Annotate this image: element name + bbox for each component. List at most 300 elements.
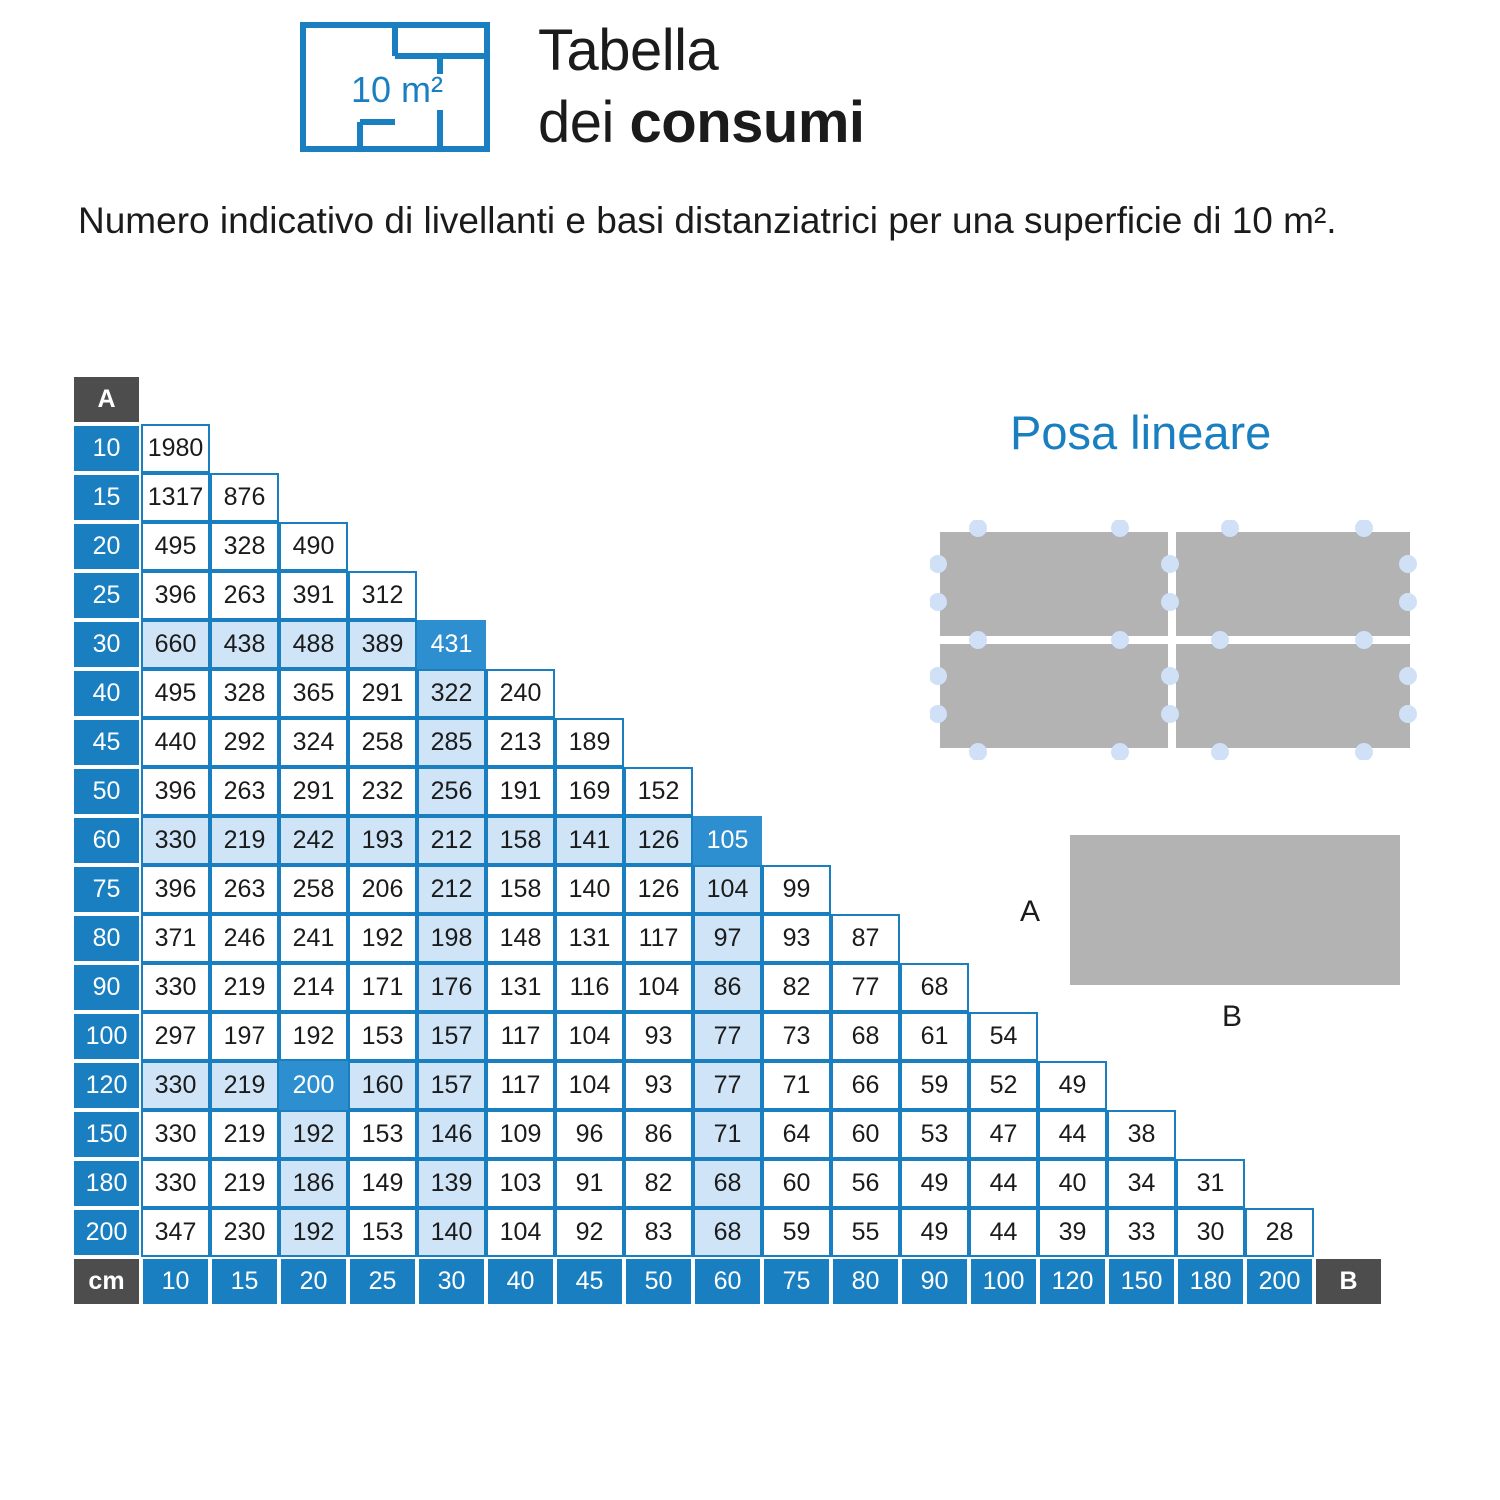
data-cell: 1317 [141,473,210,522]
data-cell: 28 [1245,1208,1314,1257]
data-cell: 192 [279,1012,348,1061]
empty-cell [900,424,969,473]
empty-cell [693,375,762,424]
empty-cell [1038,963,1107,1012]
row-header-15: 15 [72,473,141,522]
data-cell: 68 [693,1208,762,1257]
empty-cell [969,963,1038,1012]
data-cell: 297 [141,1012,210,1061]
empty-cell [1038,473,1107,522]
data-cell: 219 [210,963,279,1012]
empty-cell [693,718,762,767]
empty-cell [279,375,348,424]
empty-cell [969,718,1038,767]
row-header-100: 100 [72,1012,141,1061]
data-cell: 876 [210,473,279,522]
empty-cell [1314,1208,1383,1257]
data-cell: 117 [486,1061,555,1110]
data-cell: 330 [141,1110,210,1159]
empty-cell [1245,718,1314,767]
data-cell: 219 [210,1159,279,1208]
data-cell: 213 [486,718,555,767]
empty-cell [762,669,831,718]
data-cell: 186 [279,1159,348,1208]
empty-cell [900,718,969,767]
data-cell: 109 [486,1110,555,1159]
empty-cell [1038,669,1107,718]
data-cell: 60 [762,1159,831,1208]
data-cell: 219 [210,816,279,865]
empty-cell [693,767,762,816]
empty-cell [1107,571,1176,620]
data-cell: 93 [624,1061,693,1110]
empty-cell [1038,718,1107,767]
data-cell: 396 [141,571,210,620]
data-cell: 431 [417,620,486,669]
empty-cell [555,571,624,620]
unit-label: cm [72,1257,141,1306]
row-header-60: 60 [72,816,141,865]
empty-cell [417,571,486,620]
data-cell: 192 [279,1110,348,1159]
empty-cell [417,522,486,571]
empty-cell [486,522,555,571]
data-cell: 169 [555,767,624,816]
consumption-table-wrap [72,375,1383,1306]
data-cell: 49 [900,1159,969,1208]
data-cell: 49 [1038,1061,1107,1110]
empty-cell [417,375,486,424]
data-cell: 192 [279,1208,348,1257]
empty-cell [762,375,831,424]
empty-cell [693,522,762,571]
table-row [72,963,1383,1012]
empty-cell [693,571,762,620]
data-cell: 153 [348,1208,417,1257]
data-cell: 191 [486,767,555,816]
data-cell: 131 [486,963,555,1012]
page-title: Tabella [538,18,719,83]
row-header-200: 200 [72,1208,141,1257]
empty-cell [831,522,900,571]
data-cell: 83 [624,1208,693,1257]
empty-cell [1107,816,1176,865]
empty-cell [486,375,555,424]
empty-cell [1107,963,1176,1012]
data-cell: 219 [210,1061,279,1110]
data-cell: 66 [831,1061,900,1110]
empty-cell [624,718,693,767]
data-cell: 347 [141,1208,210,1257]
empty-cell [1314,963,1383,1012]
empty-cell [969,375,1038,424]
empty-cell [417,473,486,522]
empty-cell [1038,767,1107,816]
data-cell: 396 [141,865,210,914]
data-cell: 139 [417,1159,486,1208]
data-cell: 97 [693,914,762,963]
empty-cell [1176,424,1245,473]
data-cell: 371 [141,914,210,963]
empty-cell [1107,1012,1176,1061]
column-header-90: 90 [900,1257,969,1306]
data-cell: 93 [762,914,831,963]
row-header-10: 10 [72,424,141,473]
empty-cell [1107,424,1176,473]
empty-cell [1245,1012,1314,1061]
empty-cell [1038,1012,1107,1061]
empty-cell [1314,424,1383,473]
empty-cell [624,424,693,473]
row-header-150: 150 [72,1110,141,1159]
empty-cell [348,473,417,522]
data-cell: 176 [417,963,486,1012]
empty-cell [1245,1061,1314,1110]
data-cell: 158 [486,865,555,914]
data-cell: 68 [900,963,969,1012]
empty-cell [1245,767,1314,816]
data-cell: 82 [762,963,831,1012]
empty-cell [1245,571,1314,620]
page-header [0,0,1500,241]
empty-cell [1245,963,1314,1012]
empty-cell [762,473,831,522]
empty-cell [1245,1110,1314,1159]
data-cell: 490 [279,522,348,571]
data-cell: 54 [969,1012,1038,1061]
data-cell: 68 [693,1159,762,1208]
column-header-15: 15 [210,1257,279,1306]
data-cell: 39 [1038,1208,1107,1257]
data-cell: 146 [417,1110,486,1159]
empty-cell [624,375,693,424]
data-cell: 438 [210,620,279,669]
data-cell: 59 [900,1061,969,1110]
empty-cell [1107,914,1176,963]
data-cell: 55 [831,1208,900,1257]
empty-cell [1176,522,1245,571]
data-cell: 258 [279,865,348,914]
data-cell: 197 [210,1012,279,1061]
data-cell: 33 [1107,1208,1176,1257]
empty-cell [831,620,900,669]
consumption-table [72,375,1383,1306]
data-cell: 242 [279,816,348,865]
consumption-table-body [72,375,1383,1306]
data-cell: 157 [417,1012,486,1061]
data-cell: 104 [693,865,762,914]
data-cell: 77 [693,1061,762,1110]
data-cell: 34 [1107,1159,1176,1208]
data-cell: 240 [486,669,555,718]
empty-cell [831,816,900,865]
posa-lineare-title: Posa lineare [1010,406,1272,459]
empty-cell [555,620,624,669]
empty-cell [969,522,1038,571]
empty-cell [1176,375,1245,424]
empty-cell [1314,473,1383,522]
data-cell: 230 [210,1208,279,1257]
empty-cell [762,718,831,767]
data-cell: 495 [141,669,210,718]
data-cell: 73 [762,1012,831,1061]
data-cell: 292 [210,718,279,767]
data-cell: 93 [624,1012,693,1061]
data-cell: 117 [486,1012,555,1061]
empty-cell [969,816,1038,865]
empty-cell [1176,571,1245,620]
data-cell: 140 [555,865,624,914]
table-row [72,816,1383,865]
empty-cell [279,473,348,522]
empty-cell [1107,718,1176,767]
empty-cell [1176,1012,1245,1061]
table-row [72,669,1383,718]
column-header-120: 120 [1038,1257,1107,1306]
data-cell: 71 [762,1061,831,1110]
table-row [72,718,1383,767]
empty-cell [831,718,900,767]
data-cell: 53 [900,1110,969,1159]
data-cell: 38 [1107,1110,1176,1159]
data-cell: 103 [486,1159,555,1208]
empty-cell [900,522,969,571]
data-cell: 328 [210,669,279,718]
empty-cell [1176,767,1245,816]
empty-cell [762,767,831,816]
data-cell: 148 [486,914,555,963]
column-header-50: 50 [624,1257,693,1306]
empty-cell [762,620,831,669]
empty-cell [1245,620,1314,669]
data-cell: 153 [348,1110,417,1159]
empty-cell [900,865,969,914]
row-header-80: 80 [72,914,141,963]
data-cell: 200 [279,1061,348,1110]
empty-cell [1314,718,1383,767]
row-header-40: 40 [72,669,141,718]
data-cell: 141 [555,816,624,865]
data-cell: 324 [279,718,348,767]
data-cell: 198 [417,914,486,963]
empty-cell [1176,718,1245,767]
room-plan-icon [300,22,490,152]
table-row [72,522,1383,571]
data-cell: 52 [969,1061,1038,1110]
column-axis-label: B [1314,1257,1383,1306]
column-header-150: 150 [1107,1257,1176,1306]
empty-cell [555,669,624,718]
dimension-label-b: B [1222,1000,1243,1033]
empty-cell [693,669,762,718]
empty-cell [1314,620,1383,669]
column-header-20: 20 [279,1257,348,1306]
empty-cell [210,424,279,473]
empty-cell [900,571,969,620]
empty-cell [1107,473,1176,522]
data-cell: 104 [624,963,693,1012]
empty-cell [1314,816,1383,865]
data-cell: 365 [279,669,348,718]
column-header-75: 75 [762,1257,831,1306]
column-header-30: 30 [417,1257,486,1306]
empty-cell [1245,914,1314,963]
empty-cell [969,473,1038,522]
empty-cell [900,816,969,865]
row-header-180: 180 [72,1159,141,1208]
empty-cell [624,522,693,571]
data-cell: 153 [348,1012,417,1061]
empty-cell [1314,669,1383,718]
data-cell: 495 [141,522,210,571]
column-header-80: 80 [831,1257,900,1306]
table-row [72,1061,1383,1110]
empty-cell [1107,620,1176,669]
data-cell: 241 [279,914,348,963]
data-cell: 47 [969,1110,1038,1159]
data-cell: 82 [624,1159,693,1208]
empty-cell [1314,865,1383,914]
data-cell: 30 [1176,1208,1245,1257]
column-header-100: 100 [969,1257,1038,1306]
data-cell: 189 [555,718,624,767]
table-row [72,1208,1383,1257]
empty-cell [1245,473,1314,522]
empty-cell [555,473,624,522]
empty-cell [969,767,1038,816]
empty-cell [1176,620,1245,669]
empty-cell [1314,1110,1383,1159]
empty-cell [900,767,969,816]
empty-cell [1245,1159,1314,1208]
empty-cell [1176,914,1245,963]
icon-area-label: 10 m² [350,69,444,110]
column-header-45: 45 [555,1257,624,1306]
row-header-25: 25 [72,571,141,620]
empty-cell [624,571,693,620]
empty-cell [969,669,1038,718]
empty-cell [693,620,762,669]
empty-cell [900,375,969,424]
empty-cell [555,424,624,473]
empty-cell [1245,816,1314,865]
data-cell: 77 [693,1012,762,1061]
data-cell: 60 [831,1110,900,1159]
empty-cell [831,473,900,522]
empty-cell [1038,424,1107,473]
empty-cell [486,424,555,473]
title-prefix: dei [538,90,630,155]
empty-cell [624,620,693,669]
row-header-75: 75 [72,865,141,914]
empty-cell [831,865,900,914]
empty-cell [831,669,900,718]
data-cell: 99 [762,865,831,914]
table-row [72,571,1383,620]
empty-cell [900,620,969,669]
data-cell: 104 [486,1208,555,1257]
empty-cell [900,473,969,522]
table-row [72,1159,1383,1208]
data-cell: 31 [1176,1159,1245,1208]
empty-cell [1245,424,1314,473]
empty-cell [486,620,555,669]
data-cell: 59 [762,1208,831,1257]
table-row [72,473,1383,522]
empty-cell [1176,669,1245,718]
data-cell: 330 [141,1159,210,1208]
empty-cell [486,571,555,620]
empty-cell [762,571,831,620]
data-cell: 44 [969,1208,1038,1257]
empty-cell [1107,669,1176,718]
empty-cell [969,424,1038,473]
data-cell: 192 [348,914,417,963]
empty-cell [1176,963,1245,1012]
empty-cell [831,767,900,816]
data-cell: 49 [900,1208,969,1257]
column-header-10: 10 [141,1257,210,1306]
data-cell: 104 [555,1061,624,1110]
empty-cell [1176,816,1245,865]
data-cell: 212 [417,816,486,865]
empty-cell [762,424,831,473]
row-header-30: 30 [72,620,141,669]
empty-cell [555,522,624,571]
column-header-60: 60 [693,1257,762,1306]
data-cell: 160 [348,1061,417,1110]
empty-cell [1107,865,1176,914]
empty-cell [831,571,900,620]
data-cell: 131 [555,914,624,963]
data-cell: 258 [348,718,417,767]
empty-cell [969,620,1038,669]
data-cell: 232 [348,767,417,816]
column-header-40: 40 [486,1257,555,1306]
empty-cell [1314,1061,1383,1110]
row-header-20: 20 [72,522,141,571]
empty-cell [762,522,831,571]
empty-cell [417,424,486,473]
table-row [72,1012,1383,1061]
data-cell: 44 [969,1159,1038,1208]
empty-cell [1314,914,1383,963]
data-cell: 660 [141,620,210,669]
column-header-180: 180 [1176,1257,1245,1306]
table-row [72,865,1383,914]
data-cell: 256 [417,767,486,816]
data-cell: 330 [141,816,210,865]
empty-cell [279,424,348,473]
data-cell: 77 [831,963,900,1012]
empty-cell [1176,1061,1245,1110]
data-cell: 389 [348,620,417,669]
data-cell: 68 [831,1012,900,1061]
empty-cell [1245,865,1314,914]
empty-cell [486,473,555,522]
empty-cell [1038,865,1107,914]
data-cell: 206 [348,865,417,914]
data-cell: 117 [624,914,693,963]
data-cell: 212 [417,865,486,914]
data-cell: 328 [210,522,279,571]
empty-cell [762,816,831,865]
data-cell: 263 [210,865,279,914]
empty-cell [831,424,900,473]
empty-cell [141,375,210,424]
empty-cell [900,914,969,963]
empty-cell [1107,522,1176,571]
